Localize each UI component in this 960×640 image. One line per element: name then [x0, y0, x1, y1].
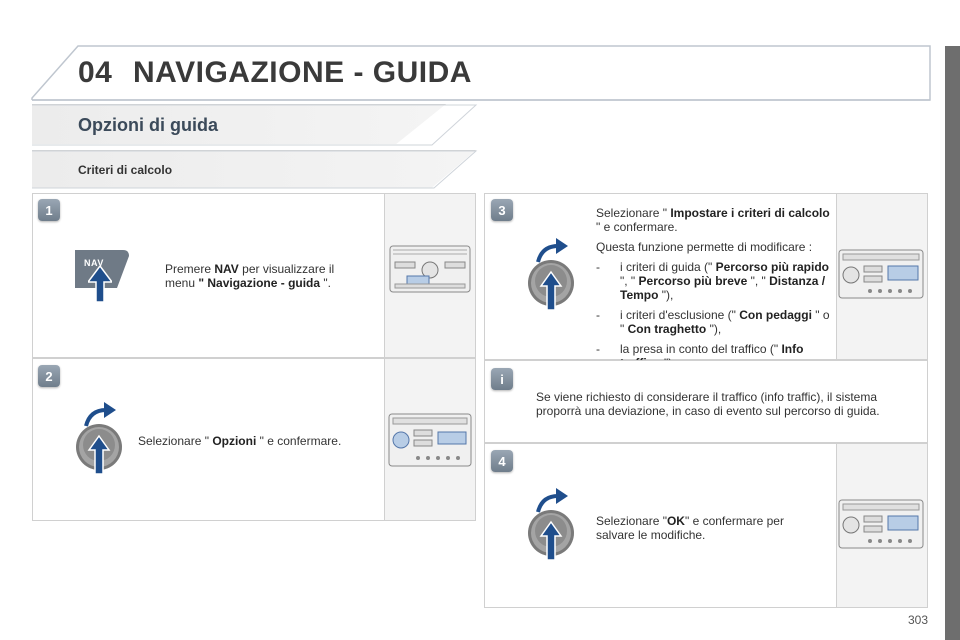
chapter-number: 04 — [78, 56, 113, 89]
radio-unit-icon — [838, 498, 924, 550]
step-3-badge: 3 — [491, 199, 513, 221]
info-text: Se viene richiesto di considerare il traffico (info traffic), il sistema proporrà una deviazione, in caso di evento sul percorso di guida. — [536, 390, 880, 418]
rotary-knob-icon — [526, 508, 576, 562]
section-title: Opzioni di guida — [78, 115, 218, 135]
page-title: NAVIGAZIONE - GUIDA — [133, 56, 472, 89]
subsection-title: Criteri di calcolo — [78, 163, 173, 177]
press-arrow-icon — [88, 266, 112, 302]
info-badge: i — [491, 368, 513, 390]
radio-unit-icon — [388, 412, 472, 468]
radio-unit-icon — [389, 240, 471, 296]
step-3-text: Selezionare " Impostare i criteri di calcolo " e confermare. Questa funzione permette di modificare : - i criteri di guida (" Percorso più rapido ", " Percorso più breve ", " Distanza / Tempo "), - i criteri d'esclusione (" Con pedaggi " o " Con traghetto "), - la presa in conto del traffico (" Info — [596, 206, 832, 370]
step-4-badge: 4 — [491, 450, 513, 472]
rotary-knob-icon — [526, 258, 576, 312]
step-2-text: Selezionare " Opzioni " e confermare. — [138, 434, 342, 448]
nav-button-label: NAV — [84, 258, 104, 268]
rotary-knob-icon — [74, 422, 124, 476]
step-1-text: Premere NAV per visualizzare il menu " Navigazione - guida ". — [165, 262, 335, 290]
list-item: - la presa in conto del traffico (" Info — [596, 342, 804, 356]
step-2-badge: 2 — [38, 365, 60, 387]
step-1-badge: 1 — [38, 199, 60, 221]
radio-unit-icon — [838, 248, 924, 300]
header-frame — [0, 0, 960, 110]
criteria-list — [596, 260, 832, 370]
list-item: - i criteri d'esclusione (" Con pedaggi " o " Con traghetto "), — [596, 308, 830, 336]
page-number: 303 — [908, 613, 929, 627]
list-item: - i criteri di guida (" Percorso più rapido ", " Percorso più breve ", " Distanza / Tempo "), — [596, 260, 829, 302]
step-4-text: Selezionare "OK" e confermare per salvare le modifiche. — [596, 514, 784, 542]
chapter-side-tab — [945, 46, 960, 640]
